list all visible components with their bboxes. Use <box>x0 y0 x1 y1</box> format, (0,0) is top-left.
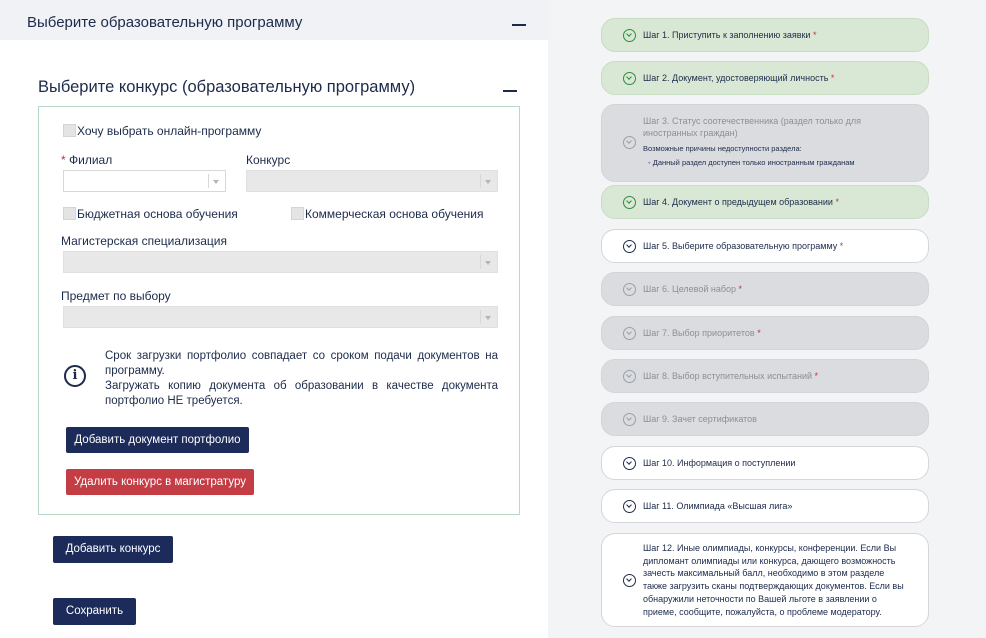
add-portfolio-button[interactable]: Добавить документ портфолио <box>66 427 249 453</box>
step-8[interactable] <box>601 359 929 393</box>
step-3-note-item-text: Данный раздел доступен только иностранным гражданам <box>652 158 855 167</box>
chevron-circle-icon <box>623 283 636 296</box>
delete-contest-button[interactable]: Удалить конкурс в магистратуру <box>66 469 254 495</box>
step-label: Шаг 2. Документ, удостоверяющий личность <box>643 73 829 83</box>
step-3-note-title: Возможные причины недоступности раздела: <box>643 144 802 153</box>
step-label: Шаг 6. Целевой набор <box>643 284 737 294</box>
portfolio-info-p1: Срок загрузки портфолио совпадает со сроком подачи документов на программу. <box>105 350 498 377</box>
step-label: Шаг 1. Приступить к заполнению заявки <box>643 30 811 40</box>
branch-label <box>61 153 112 167</box>
required-mark: * <box>61 153 66 167</box>
step-9[interactable] <box>601 402 929 436</box>
step-12[interactable] <box>601 533 929 627</box>
step-label: Шаг 10. Информация о поступлении <box>643 458 796 468</box>
commercial-checkbox[interactable] <box>291 207 304 220</box>
chevron-circle-icon <box>623 136 636 149</box>
commercial-label: Коммерческая основа обучения <box>305 207 484 221</box>
subject-select[interactable] <box>63 306 498 328</box>
specialization-label: Магистерская специализация <box>61 234 227 248</box>
chevron-circle-icon <box>623 413 636 426</box>
info-icon: i <box>64 365 86 387</box>
chevron-circle-icon <box>623 574 636 587</box>
check-circle-icon <box>623 29 636 42</box>
select-separator <box>480 310 481 324</box>
required-mark: * <box>839 241 844 251</box>
step-11[interactable] <box>601 489 929 523</box>
add-contest-button[interactable]: Добавить конкурс <box>53 536 173 563</box>
select-separator <box>480 174 481 188</box>
required-mark: * <box>830 73 835 83</box>
contest-card <box>38 106 520 515</box>
required-mark: * <box>757 328 761 338</box>
chevron-down-icon <box>485 261 491 265</box>
collapse-program-section-icon[interactable] <box>512 24 526 26</box>
contest-section-title: Выберите конкурс (образовательную программу) <box>38 78 416 96</box>
step-6[interactable] <box>601 272 929 306</box>
step-label: Шаг 3. Статус соотечественника (раздел только для иностранных граждан) <box>643 116 861 138</box>
chevron-circle-icon <box>623 500 636 513</box>
step-2[interactable] <box>601 61 929 95</box>
branch-select[interactable] <box>63 170 226 192</box>
step-10[interactable] <box>601 446 929 480</box>
step-3-note-item: ◦ Данный раздел доступен только иностранным гражданам <box>648 158 855 167</box>
chevron-circle-icon <box>623 370 636 383</box>
chevron-circle-icon <box>623 457 636 470</box>
step-label: Шаг 5. Выберите образовательную программу <box>643 241 838 251</box>
budget-checkbox[interactable] <box>63 207 76 220</box>
chevron-down-icon <box>213 180 219 184</box>
online-program-label: Хочу выбрать онлайн-программу <box>77 124 262 138</box>
budget-label: Бюджетная основа обучения <box>77 207 238 221</box>
save-button[interactable]: Сохранить <box>53 598 136 625</box>
step-1[interactable] <box>601 18 929 52</box>
subject-label: Предмет по выбору <box>61 289 171 303</box>
portfolio-info-text <box>105 349 498 409</box>
step-3[interactable] <box>601 104 929 182</box>
collapse-contest-section-icon[interactable] <box>503 90 517 92</box>
program-section-title: Выберите образовательную программу <box>27 14 303 31</box>
contest-label: Конкурс <box>246 153 291 167</box>
portfolio-info-p2: Загружать копию документа об образовании в качестве документа портфолио НЕ требуется. <box>105 380 498 407</box>
required-mark: * <box>835 197 839 207</box>
step-label: Шаг 9. Зачет сертификатов <box>643 414 757 424</box>
chevron-down-icon <box>485 316 491 320</box>
step-label: Шаг 4. Документ о предыдущем образовании <box>643 197 833 207</box>
step-7[interactable] <box>601 316 929 350</box>
step-label: Шаг 8. Выбор вступительных испытаний <box>643 371 813 381</box>
step-5[interactable] <box>601 229 929 263</box>
step-label: Шаг 12. Иные олимпиады, конкурсы, конференции. Если Вы дипломант олимпиады или конкурса, дающего возможность зачесть максимальный балл, необходимо в этом разделе также загрузить сканы подтверждающих документов. Если вы обнаружили неточности по Вашей льготе в заявлении о приеме, сообщите, пожалуйста, о проблеме модератору. <box>643 543 904 617</box>
chevron-down-icon <box>485 180 491 184</box>
branch-label-text: Филиал <box>69 153 113 167</box>
check-circle-icon <box>623 72 636 85</box>
online-program-checkbox[interactable] <box>63 124 76 137</box>
select-separator <box>208 174 209 188</box>
chevron-circle-icon <box>623 240 636 253</box>
required-mark: * <box>812 30 817 40</box>
step-label: Шаг 11. Олимпиада «Высшая лига» <box>643 501 793 511</box>
required-mark: * <box>738 284 743 294</box>
step-label: Шаг 7. Выбор приоритетов <box>643 328 755 338</box>
contest-select[interactable] <box>246 170 498 192</box>
specialization-select[interactable] <box>63 251 498 273</box>
select-separator <box>480 255 481 269</box>
step-4[interactable] <box>601 185 929 219</box>
chevron-circle-icon <box>623 327 636 340</box>
check-circle-icon <box>623 196 636 209</box>
required-mark: * <box>814 371 819 381</box>
